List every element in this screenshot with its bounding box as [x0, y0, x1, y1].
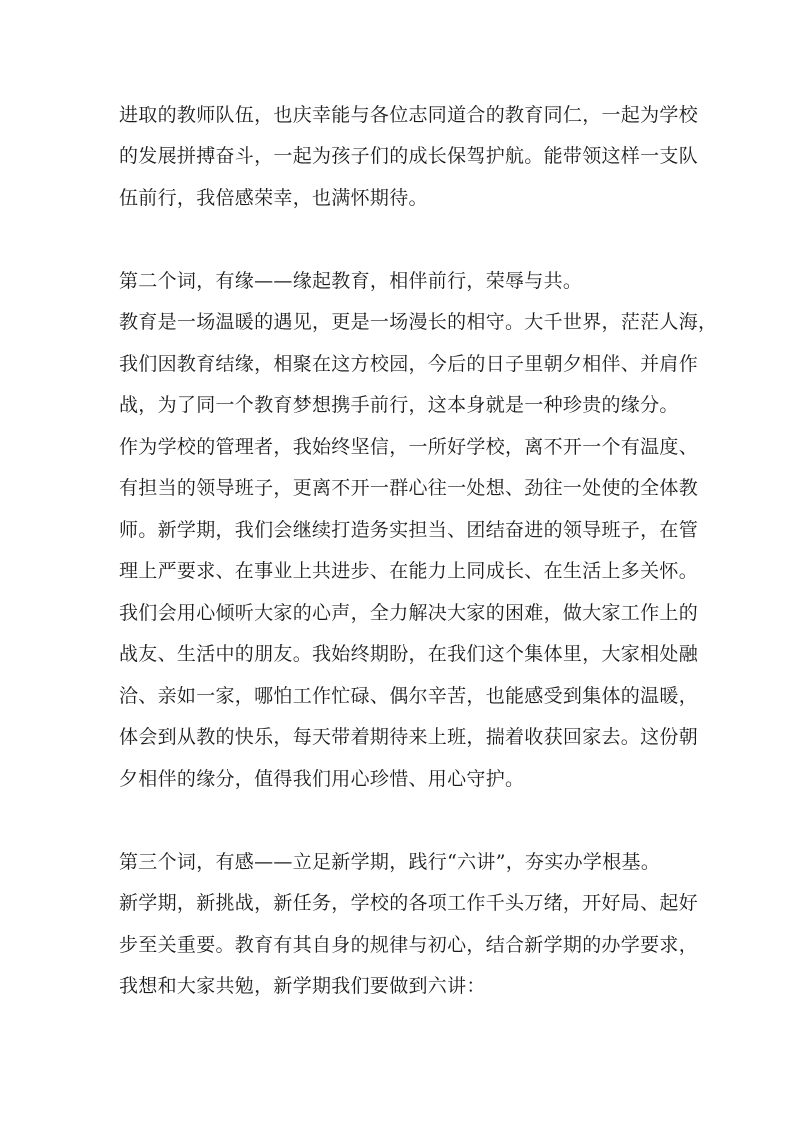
text-line: 师。新学期，我们会继续打造务实担当、团结奋进的领导班子，在管: [119, 519, 699, 541]
text-line: 体会到从教的快乐，每天带着期待来上班，揣着收获回家去。这份朝: [119, 726, 699, 748]
section-heading: 第二个词，有缘——缘起教育，相伴前行，荣辱与共。: [119, 270, 583, 292]
text-line: 伍前行，我倍感荣幸，也满怀期待。: [119, 187, 428, 209]
text-line: 理上严要求、在事业上共进步、在能力上同成长、在生活上多关怀。: [119, 560, 699, 582]
text-line: 的发展拼搏奋斗，一起为孩子们的成长保驾护航。能带领这样一支队: [119, 145, 699, 167]
text-line: 战，为了同一个教育梦想携手前行，这本身就是一种珍贵的缘分。: [119, 394, 679, 416]
text-line: 作为学校的管理者，我始终坚信，一所好学校，离不开一个有温度、: [119, 436, 699, 458]
text-line: 我想和大家共勉，新学期我们要做到六讲：: [119, 975, 486, 997]
section-heading: 第三个词，有感——立足新学期，践行“六讲”，夯实办学根基。: [119, 851, 661, 873]
text-line: 进取的教师队伍，也庆幸能与各位志同道合的教育同仁，一起为学校: [119, 104, 699, 126]
text-line: 我们因教育结缘，相聚在这方校园，今后的日子里朝夕相伴、并肩作: [119, 353, 699, 375]
text-line: 我们会用心倾听大家的心声，全力解决大家的困难，做大家工作上的: [119, 602, 699, 624]
text-line: 洽、亲如一家，哪怕工作忙碌、偶尔辛苦，也能感受到集体的温暖，: [119, 685, 699, 707]
text-line: 步至关重要。教育有其自身的规律与初心，结合新学期的办学要求，: [119, 934, 699, 956]
text-line: 夕相伴的缘分，值得我们用心珍惜、用心守护。: [119, 768, 525, 790]
text-line: 战友、生活中的朋友。我始终期盼，在我们这个集体里，大家相处融: [119, 643, 699, 665]
text-line: 新学期，新挑战，新任务，学校的各项工作千头万绪，开好局、起好: [119, 892, 699, 914]
text-line: 教育是一场温暖的遇见，更是一场漫长的相守。大千世界，茫茫人海，: [119, 311, 718, 333]
text-line: 有担当的领导班子，更离不开一群心往一处想、劲往一处使的全体教: [119, 477, 699, 499]
